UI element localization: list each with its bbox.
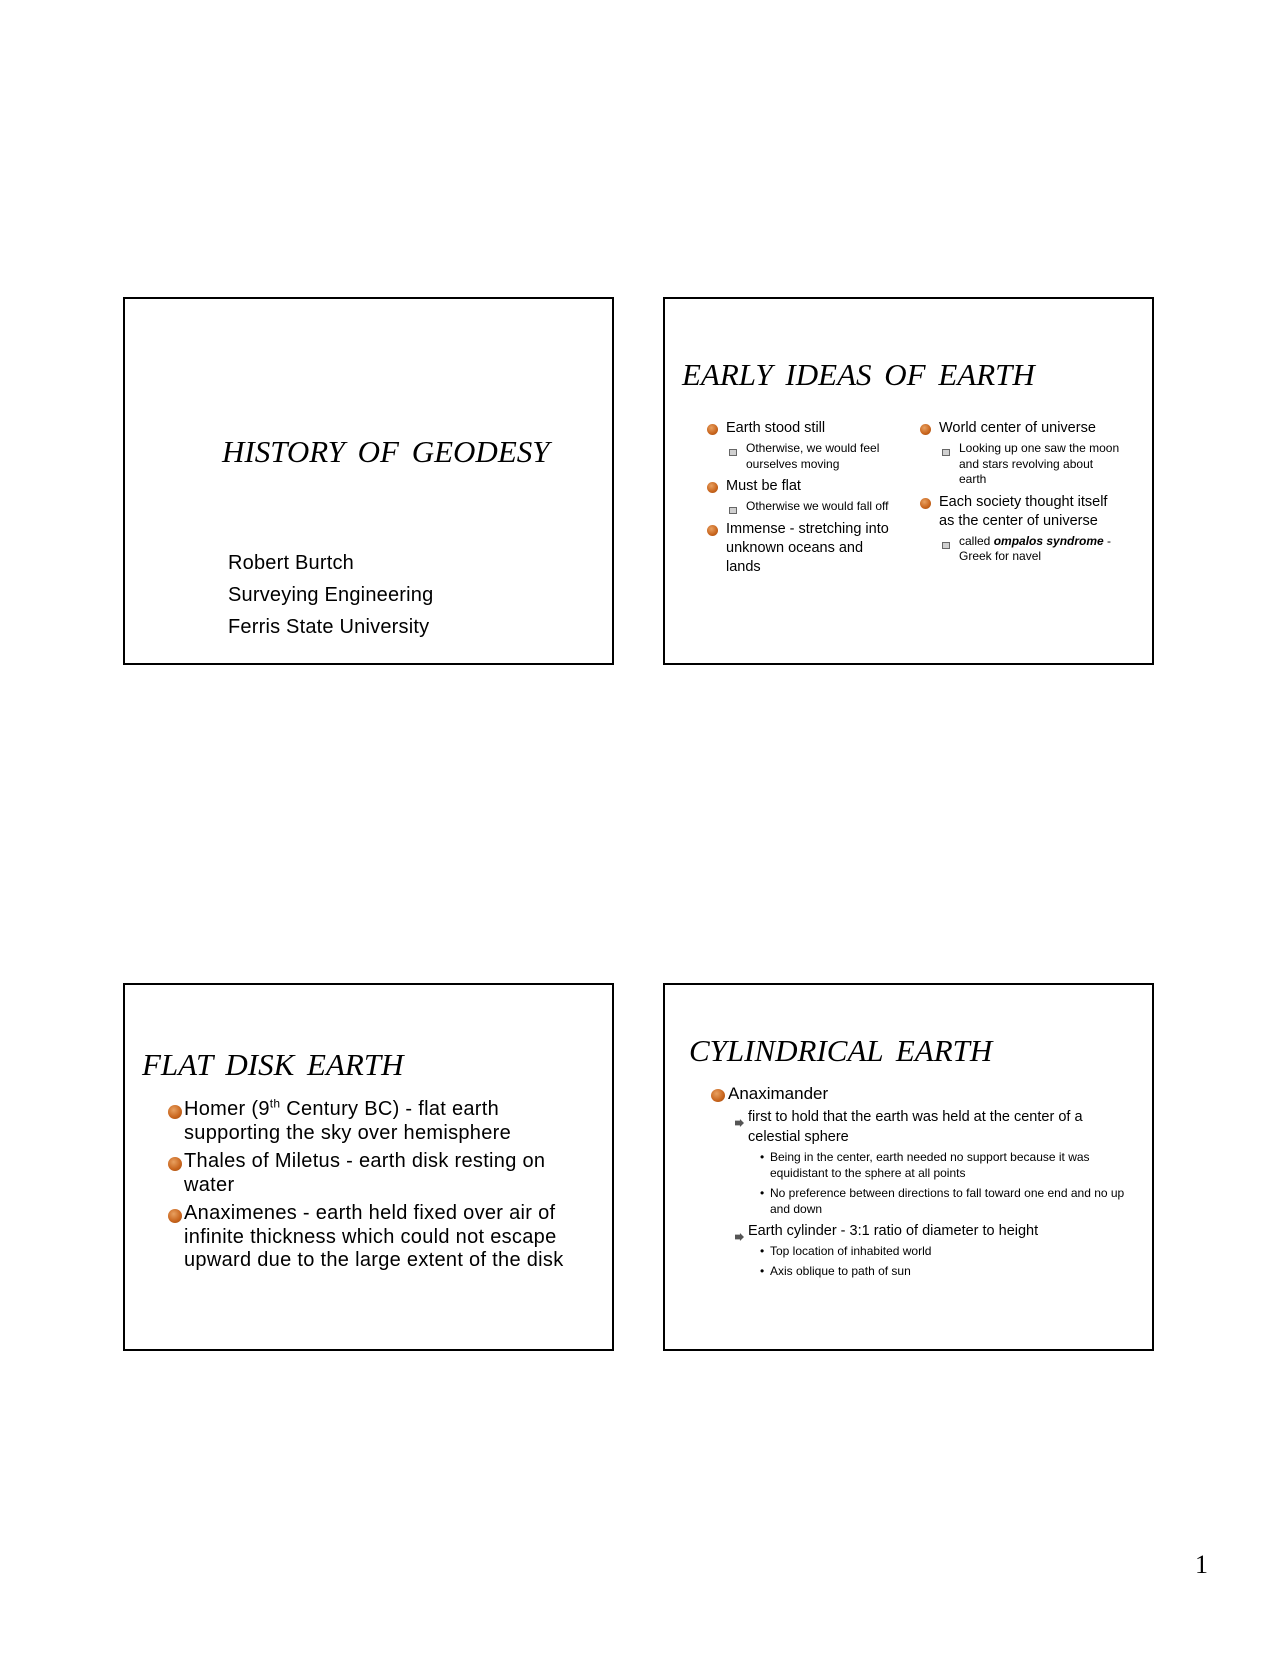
orange-bullet-icon (707, 480, 718, 499)
list-item: Thales of Miletus - earth disk resting on water (168, 1150, 578, 1197)
orange-bullet-icon (707, 422, 718, 441)
orange-bullet-icon (168, 1154, 182, 1178)
slide-cylindrical-earth (663, 983, 1154, 1351)
slide-title: CYLINDRICAL EARTH (689, 1033, 993, 1068)
author-name: Robert Burtch (228, 552, 354, 574)
author-block (228, 547, 433, 643)
bullet-list (168, 1098, 578, 1278)
orange-bullet-icon (168, 1206, 182, 1230)
list-subitem: first to hold that the earth was held at the center of a celestial sphere (711, 1107, 1131, 1147)
dot-bullet-icon: • (760, 1186, 765, 1200)
list-item: Homer (9th Century BC) - flat earth supporting the sky over hemisphere (168, 1098, 578, 1145)
dot-bullet-icon: • (760, 1244, 765, 1258)
slide-early-ideas-of-earth (663, 297, 1154, 665)
orange-bullet-icon (711, 1086, 725, 1107)
list-subitem: Looking up one saw the moon and stars revolving about earth (920, 441, 1120, 488)
square-bullet-icon (942, 538, 950, 554)
bullet-column-left (707, 419, 897, 580)
list-subsubitem: • Being in the center, earth needed no support because it was equidistant to the sphere at all points (760, 1150, 1090, 1180)
list-subitem: Otherwise, we would feel ourselves moving (707, 441, 897, 472)
page-number: 1 (1195, 1550, 1208, 1579)
orange-bullet-icon (707, 523, 718, 542)
list-subitem: Otherwise we would fall off (707, 499, 897, 515)
author-department: Surveying Engineering (228, 584, 434, 606)
bullet-list (711, 1083, 1131, 1283)
list-subitem: called ompalos syndrome - Greek for navel (920, 534, 1120, 565)
list-item: Each society thought itself as the center of universe (920, 493, 1120, 531)
slide-history-of-geodesy (123, 297, 614, 665)
author-school: Ferris State University (228, 616, 430, 638)
slide-title: HISTORY OF GEODESY (222, 434, 550, 469)
list-item: Immense - stretching into unknown oceans and lands (707, 520, 897, 577)
arrow-bullet-icon (735, 1113, 744, 1133)
list-subitem: Earth cylinder - 3:1 ratio of diameter to height (711, 1221, 1131, 1241)
slide-flat-disk-earth (123, 983, 614, 1351)
square-bullet-icon (942, 445, 950, 461)
orange-bullet-icon (168, 1102, 182, 1126)
bullet-column-right (920, 419, 1120, 570)
square-bullet-icon (729, 503, 737, 519)
dot-bullet-icon: • (760, 1264, 765, 1278)
slide-title: EARLY IDEAS OF EARTH (682, 357, 1035, 392)
list-item: World center of universe (920, 419, 1120, 438)
list-subsubitem: • Top location of inhabited world (760, 1244, 932, 1258)
square-bullet-icon (729, 445, 737, 461)
list-item: Must be flat (707, 477, 897, 496)
list-subsubitem: • No preference between directions to fall toward one end and no up and down (760, 1186, 1125, 1216)
list-item: Earth stood still (707, 419, 897, 438)
orange-bullet-icon (920, 422, 931, 441)
slide-title: FLAT DISK EARTH (142, 1047, 404, 1082)
list-subsubitem: • Axis oblique to path of sun (760, 1264, 911, 1278)
dot-bullet-icon: • (760, 1150, 765, 1164)
orange-bullet-icon (920, 496, 931, 515)
list-item: Anaximander (711, 1083, 1131, 1104)
list-item: Anaximenes - earth held fixed over air of infinite thickness which could not escape upward due to the large extent of the disk (168, 1202, 578, 1273)
